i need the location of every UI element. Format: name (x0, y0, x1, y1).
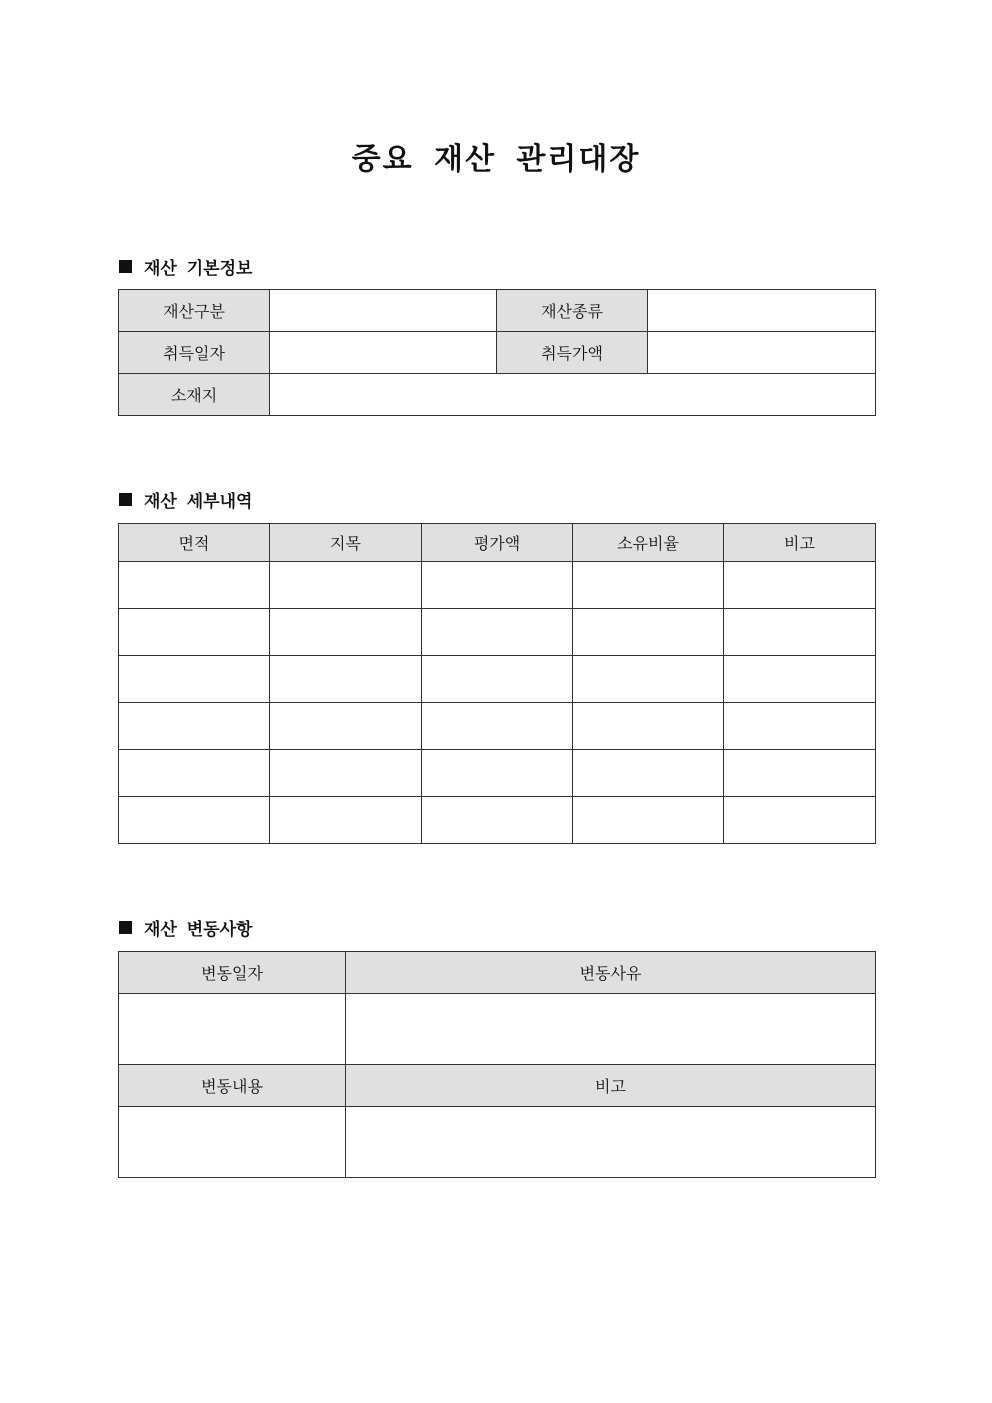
table-row (119, 1107, 876, 1178)
type-label: 재산종류 (497, 290, 648, 332)
column-header-area: 면적 (119, 524, 270, 562)
change-date-label: 변동일자 (119, 952, 346, 994)
area-cell[interactable] (119, 609, 270, 656)
basic-info-heading-text: 재산 기본정보 (144, 259, 253, 279)
appraised-value-cell[interactable] (422, 797, 573, 844)
appraised-value-cell[interactable] (422, 562, 573, 609)
change-content-label: 변동내용 (119, 1065, 346, 1107)
table-row (119, 750, 876, 797)
table-row (119, 609, 876, 656)
type-field[interactable] (648, 290, 876, 332)
ownership-ratio-cell[interactable] (573, 656, 724, 703)
ownership-ratio-cell[interactable] (573, 609, 724, 656)
area-cell[interactable] (119, 562, 270, 609)
remarks-field[interactable] (346, 1107, 876, 1178)
appraised-value-cell[interactable] (422, 656, 573, 703)
area-cell[interactable] (119, 797, 270, 844)
details-heading-text: 재산 세부내역 (144, 492, 253, 512)
table-header-row (119, 952, 876, 994)
square-bullet-icon (119, 493, 132, 506)
land-category-cell[interactable] (270, 562, 422, 609)
basic-info-heading (119, 254, 252, 279)
table-row (119, 332, 876, 374)
table-header-row (119, 524, 876, 562)
table-header-row (119, 1065, 876, 1107)
appraised-value-cell[interactable] (422, 609, 573, 656)
appraised-value-cell[interactable] (422, 750, 573, 797)
remarks-cell[interactable] (724, 797, 876, 844)
change-date-field[interactable] (119, 994, 346, 1065)
table-row (119, 703, 876, 750)
changes-heading (119, 915, 252, 940)
remarks-cell[interactable] (724, 750, 876, 797)
ownership-ratio-cell[interactable] (573, 750, 724, 797)
column-header-land-category: 지목 (270, 524, 422, 562)
ownership-ratio-cell[interactable] (573, 797, 724, 844)
table-row (119, 374, 876, 416)
square-bullet-icon (119, 260, 132, 273)
category-label: 재산구분 (119, 290, 270, 332)
location-label: 소재지 (119, 374, 270, 416)
land-category-cell[interactable] (270, 656, 422, 703)
area-cell[interactable] (119, 750, 270, 797)
change-reason-label: 변동사유 (346, 952, 876, 994)
basic-info-table (118, 289, 876, 416)
land-category-cell[interactable] (270, 797, 422, 844)
column-header-remarks: 비고 (724, 524, 876, 562)
column-header-ownership-ratio: 소유비율 (573, 524, 724, 562)
table-row (119, 656, 876, 703)
area-cell[interactable] (119, 656, 270, 703)
remarks-cell[interactable] (724, 703, 876, 750)
acquisition-date-label: 취득일자 (119, 332, 270, 374)
remarks-cell[interactable] (724, 562, 876, 609)
remarks-cell[interactable] (724, 609, 876, 656)
remarks-cell[interactable] (724, 656, 876, 703)
table-row (119, 797, 876, 844)
remarks-label: 비고 (346, 1065, 876, 1107)
category-field[interactable] (270, 290, 497, 332)
change-reason-field[interactable] (346, 994, 876, 1065)
land-category-cell[interactable] (270, 609, 422, 656)
changes-heading-text: 재산 변동사항 (144, 920, 253, 940)
page-title: 중요 재산 관리대장 (351, 142, 641, 177)
location-field[interactable] (270, 374, 876, 416)
appraised-value-cell[interactable] (422, 703, 573, 750)
table-row (119, 562, 876, 609)
column-header-appraised-value: 평가액 (422, 524, 573, 562)
acquisition-price-field[interactable] (648, 332, 876, 374)
land-category-cell[interactable] (270, 703, 422, 750)
change-content-field[interactable] (119, 1107, 346, 1178)
area-cell[interactable] (119, 703, 270, 750)
table-row (119, 290, 876, 332)
table-row (119, 994, 876, 1065)
ownership-ratio-cell[interactable] (573, 562, 724, 609)
acquisition-price-label: 취득가액 (497, 332, 648, 374)
details-table (118, 523, 876, 844)
land-category-cell[interactable] (270, 750, 422, 797)
square-bullet-icon (119, 921, 132, 934)
acquisition-date-field[interactable] (270, 332, 497, 374)
changes-table (118, 951, 876, 1178)
details-heading (119, 487, 252, 512)
ownership-ratio-cell[interactable] (573, 703, 724, 750)
